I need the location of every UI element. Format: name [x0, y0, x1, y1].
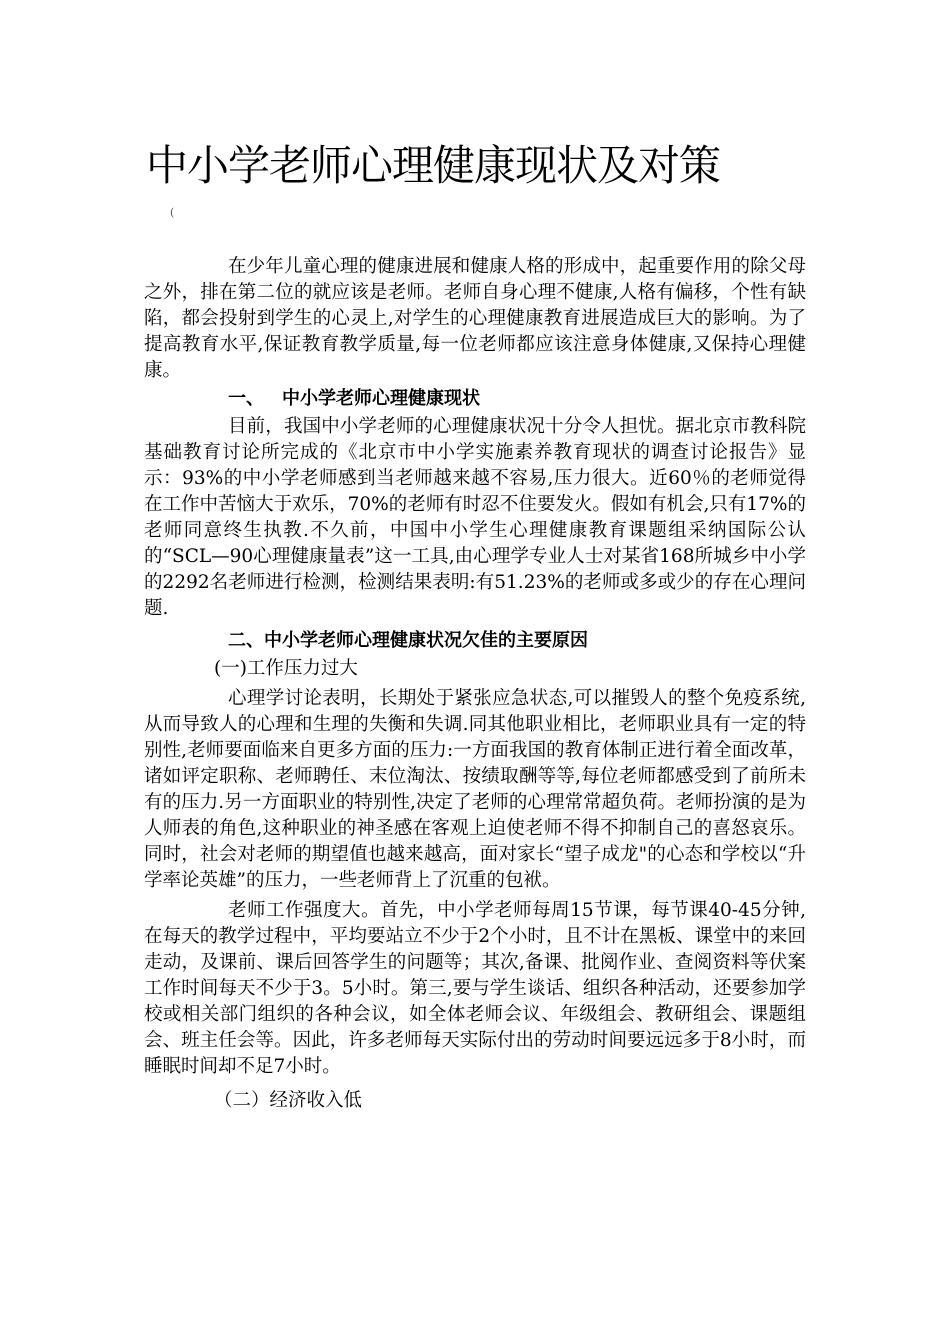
- stray-mark: (: [170, 206, 175, 219]
- section-1-number: 一、: [228, 388, 264, 409]
- section-2-heading: 二、中小学老师心理健康状况欠佳的主要原因: [228, 630, 588, 651]
- subsection-2-heading: （二）经济收入低: [214, 1090, 363, 1111]
- subsection-1-paragraph-1: 心理学讨论表明，长期处于紧张应急状态,可以摧毁人的整个免疫系统,从而导致人的心理和生理的失衡和失调.同其他职业相比，老师职业具有一定的特别性,老师要面临来自更多方面的压力:一方面我国的教育体制正进行着全面改革，诸如评定职称、老师聘任、末位淘汰、按绩取酬等等,每位老师都感受到了前所未有的压力.另一方面职业的特别性,决定了老师的心理常常超负荷。老师扮演的是为人师表的角色,这种职业的神圣感在客观上迫使老师不得不抑制自己的喜怒哀乐。同时，社会对老师的期望值也越来越高，面对家长“望子成龙"的心态和学校以“升学率论英雄”的压力，一些老师背上了沉重的包袱。: [144, 688, 806, 891]
- section-1-title: 中小学老师心理健康现状: [282, 388, 480, 409]
- subsection-1-heading: (一)工作压力过大: [214, 658, 358, 679]
- document-title: 中小学老师心理健康现状及对策: [146, 141, 721, 190]
- subsection-1-paragraph-2: 老师工作强度大。首先，中小学老师每周15节课，每节课40-45分钟,在每天的教学过程中，平均要站立不少于2个小时，且不计在黑板、课堂中的来回走动，及课前、课后回答学生的问题等；其次,备课、批阅作业、查阅资料等伏案工作时间每天不少于3。5小时。第三,要与学生谈话、组织各种活动，还要参加学校或相关部门组织的各种会议，如全体老师会议、年级组会、教研组会、课题组会、班主任会等。因此，许多老师每天实际付出的劳动时间要远远多于8小时，而睡眠时间却不足7小时。: [144, 900, 806, 1077]
- section-1-paragraph: 目前，我国中小学老师的心理健康状况十分令人担忧。据北京市教科院基础教育讨论所完成的《北京市中小学实施素养教育现状的调查讨论报告》显示：93%的中小学老师感到当老师越来越不容易,压力很大。近60％的老师觉得在工作中苦恼大于欢乐，70%的老师有时忍不住要发火。假如有机会,只有17%的老师同意终生执教.不久前，中国中小学生心理健康教育课题组采纳国际公认的“SCL—90心理健康量表”这一工具,由心理学专业人士对某省168所城乡中小学的2292名老师进行检测，检测结果表明:有51.23%的老师或多或少的存在心理问题.: [144, 416, 806, 619]
- intro-paragraph: 在少年儿童心理的健康进展和健康人格的形成中，起重要作用的除父母之外，排在第二位的就应该是老师。老师自身心理不健康,人格有偏移，个性有缺陷，都会投射到学生的心灵上,对学生的心理健康教育进展造成巨大的影响。为了提高教育水平,保证教育教学质量,每一位老师都应该注意身体健康,又保持心理健康。: [144, 256, 806, 381]
- document-body: [144, 254, 806, 1114]
- section-1-heading: [144, 386, 806, 412]
